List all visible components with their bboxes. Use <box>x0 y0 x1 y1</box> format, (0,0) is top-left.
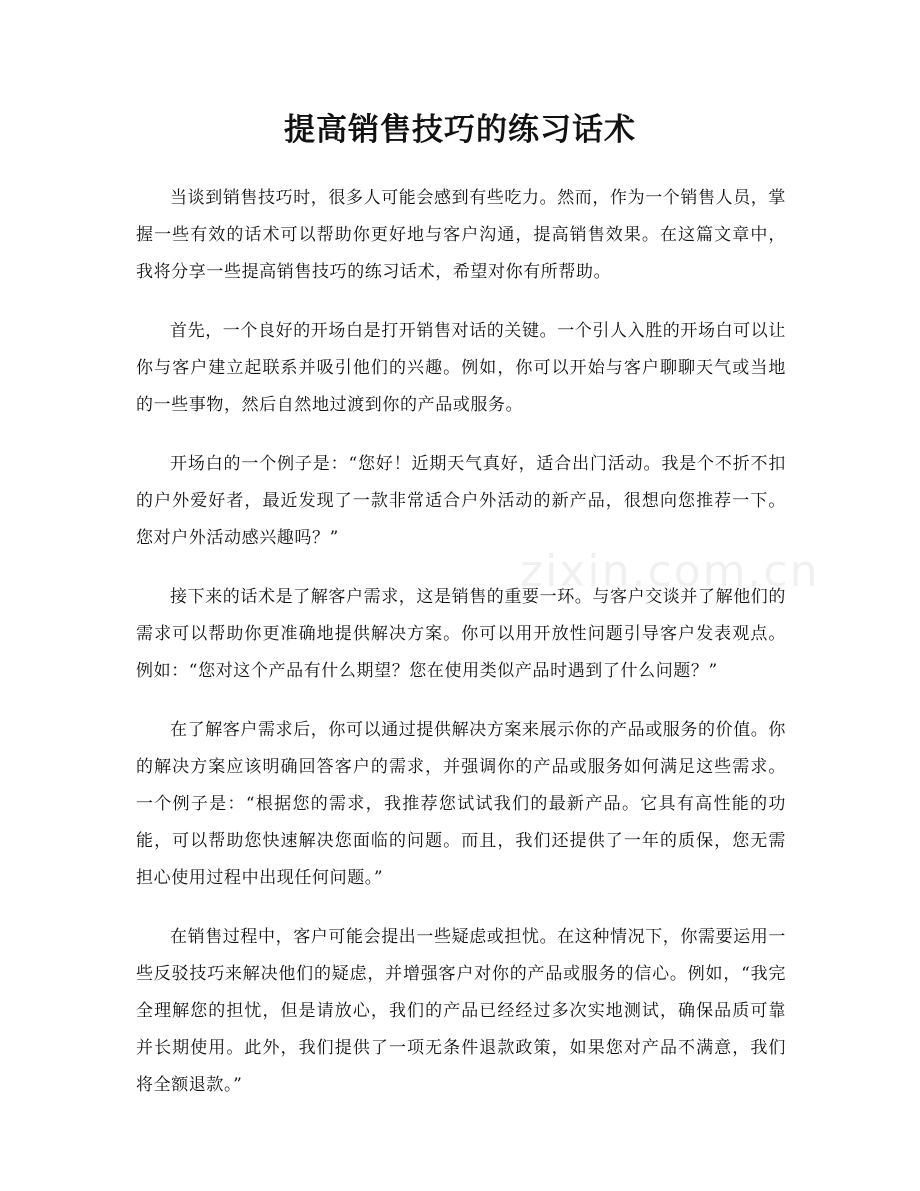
paragraph-opening: 首先，一个良好的开场白是打开销售对话的关键。一个引人入胜的开场白可以让你与客户建立起联系并吸引他们的兴趣。例如，你可以开始与客户聊聊天气或当地的一些事物，然后自然地过渡到你的产品或服务。 <box>136 321 786 415</box>
document-body <box>136 180 786 1126</box>
paragraph-objections: 在销售过程中，客户可能会提出一些疑虑或担忧。在这种情况下，你需要运用一些反驳技巧来解决他们的疑虑，并增强客户对你的产品或服务的信心。例如，“我完全理解您的担忧，但是请放心，我们的产品已经经过多次实地测试，确保品质可靠并长期使用。此外，我们提供了一项无条件退款政策，如果您对产品不满意，我们将全额退款。” <box>136 927 786 1095</box>
watermark-text: zixin.com.cn <box>520 546 820 597</box>
paragraph-intro: 当谈到销售技巧时，很多人可能会感到有些吃力。然而，作为一个销售人员，掌握一些有效的话术可以帮助你更好地与客户沟通，提高销售效果。在这篇文章中，我将分享一些提高销售技巧的练习话术，希望对你有所帮助。 <box>136 188 786 282</box>
paragraph-customer-needs: 接下来的话术是了解客户需求，这是销售的重要一环。与客户交谈并了解他们的需求可以帮助你更准确地提供解决方案。你可以用开放性问题引导客户发表观点。例如：“您对这个产品有什么期望？您在使用类似产品时遇到了什么问题？” <box>136 587 786 681</box>
paragraph-opening-example: 开场白的一个例子是：“您好！近期天气真好，适合出门活动。我是个不折不扣的户外爱好者，最近发现了一款非常适合户外活动的新产品，很想向您推荐一下。您对户外活动感兴趣吗？” <box>136 454 786 548</box>
document-title: 提高销售技巧的练习话术 <box>284 112 636 148</box>
paragraph-solution: 在了解客户需求后，你可以通过提供解决方案来展示你的产品或服务的价值。你的解决方案应该明确回答客户的需求，并强调你的产品或服务如何满足这些需求。一个例子是：“根据您的需求，我推荐您试试我们的最新产品。它具有高性能的功能，可以帮助您快速解决您面临的问题。而且，我们还提供了一年的质保，您无需担心使用过程中出现任何问题。” <box>136 720 786 888</box>
